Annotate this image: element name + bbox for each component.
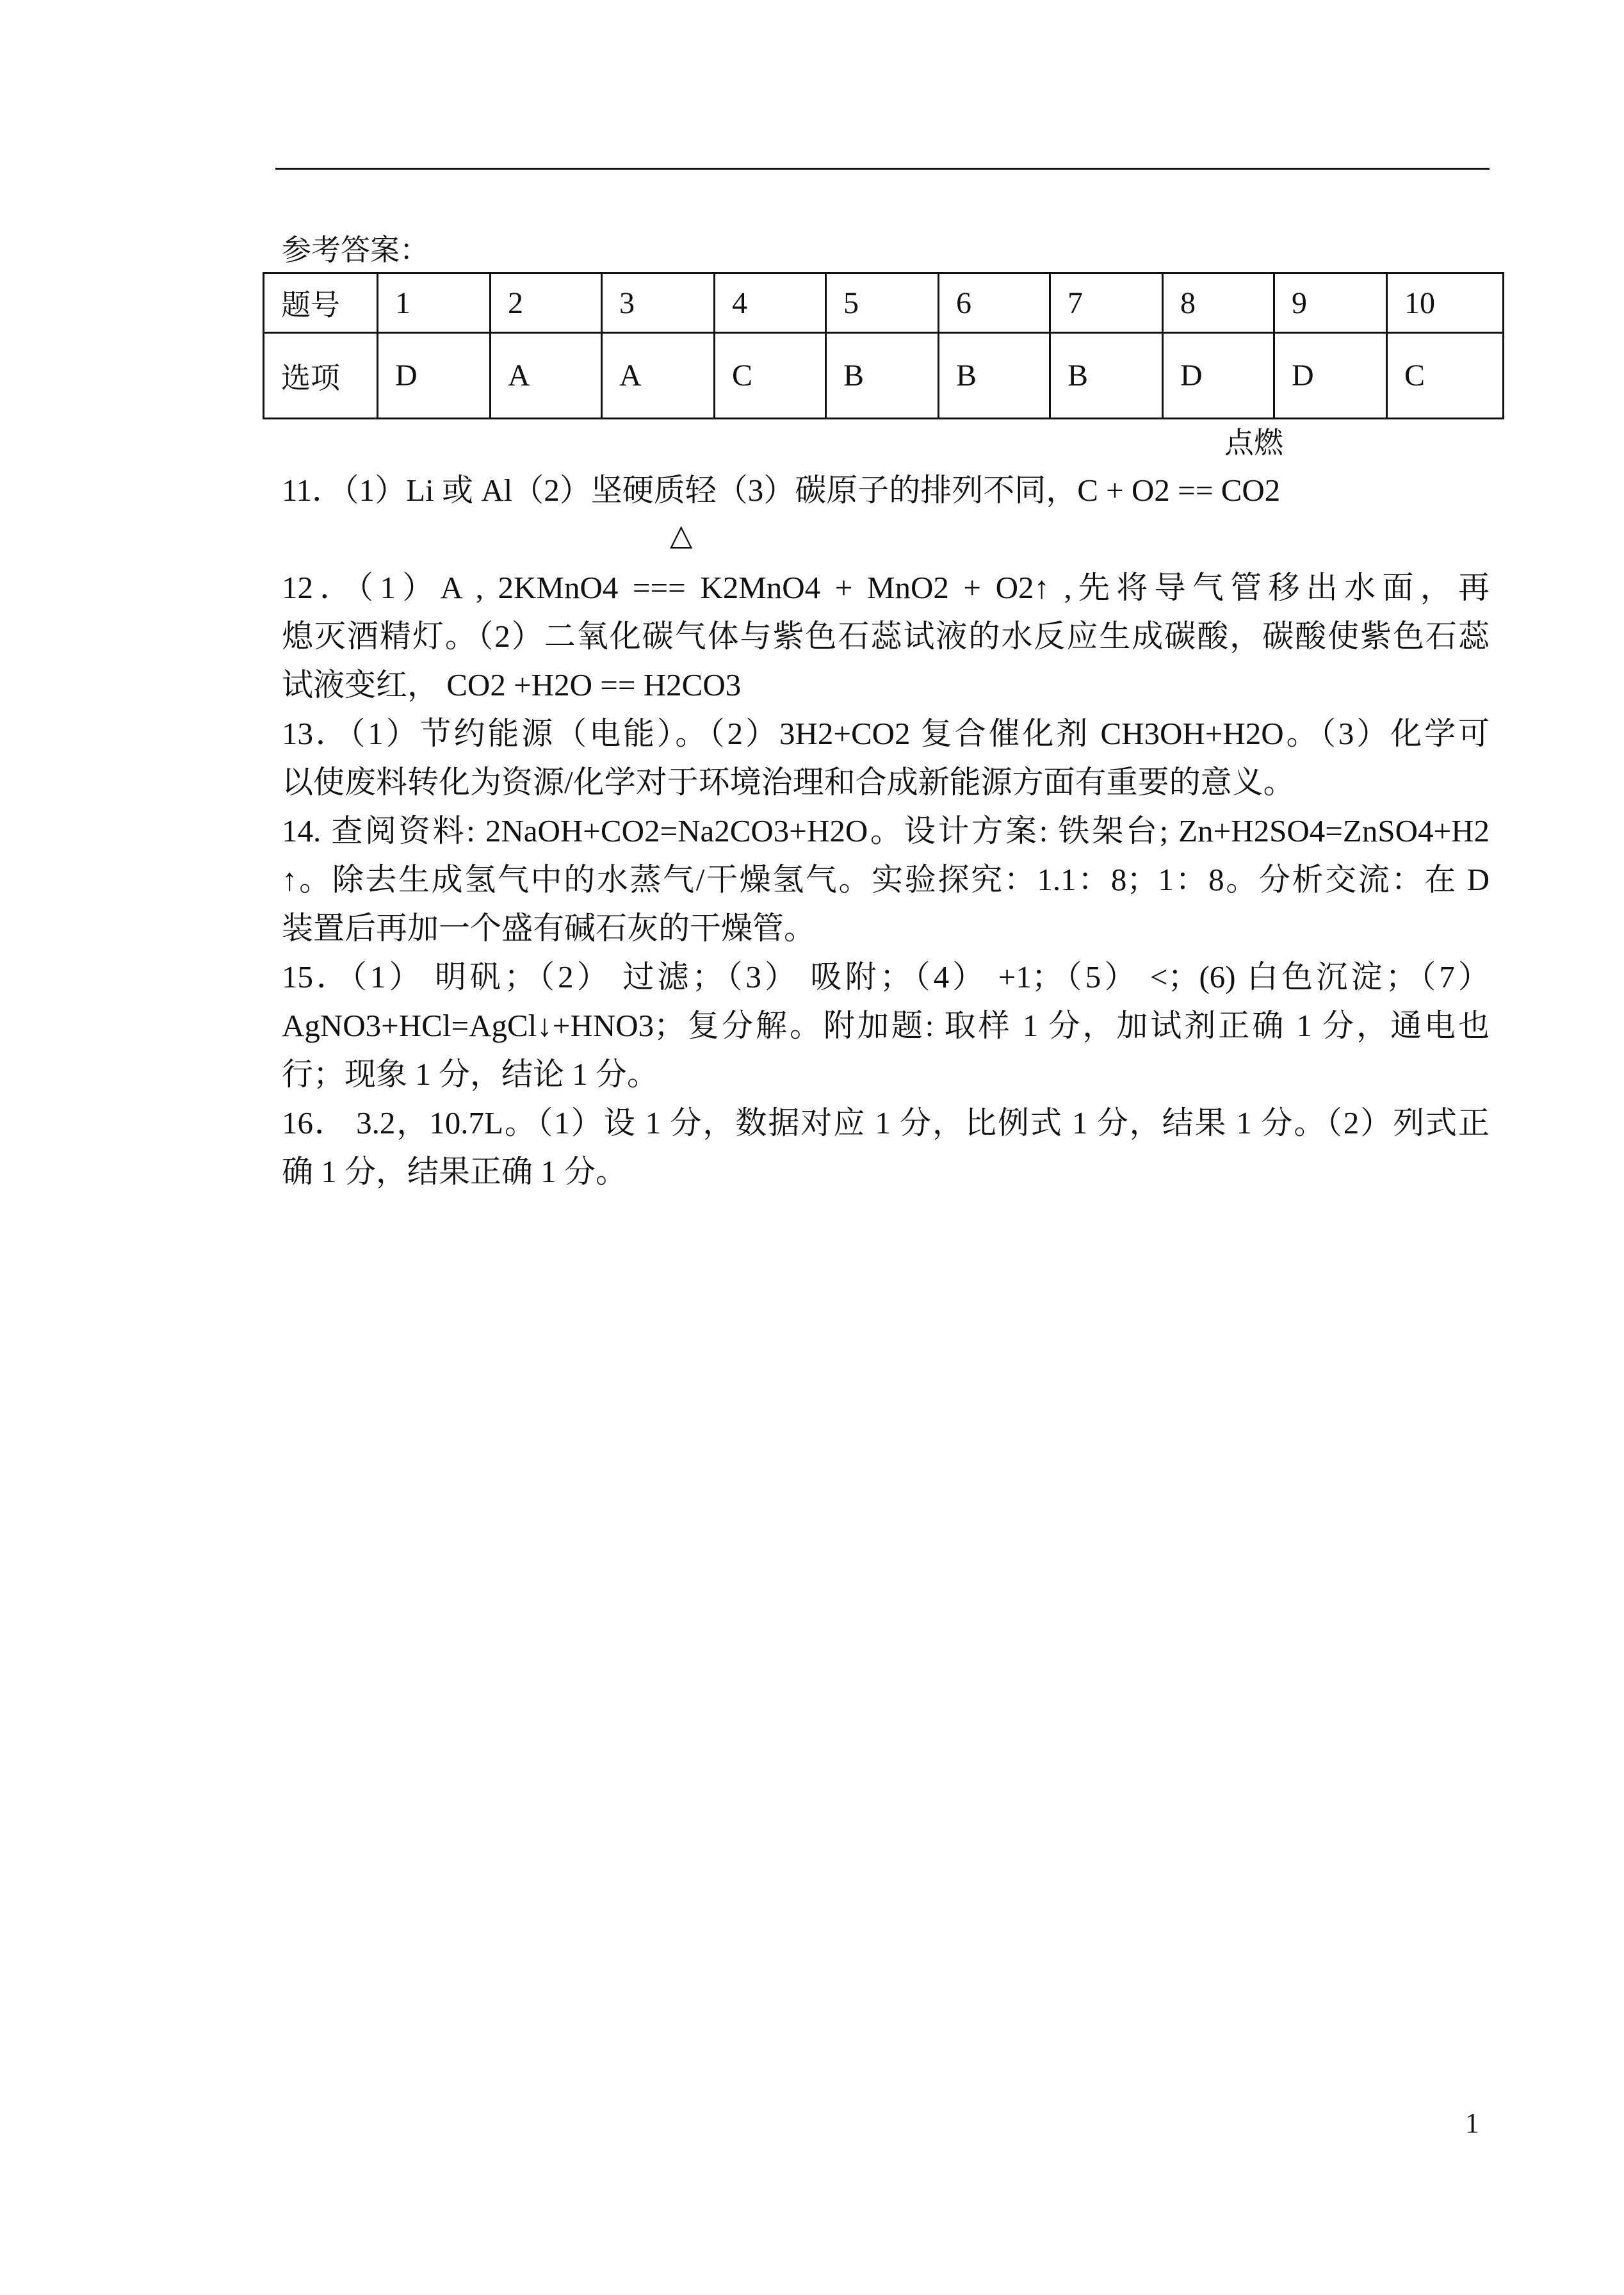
table-cell: 7 — [1050, 273, 1163, 333]
table-cell: D — [378, 333, 491, 419]
table-cell: C — [715, 333, 826, 419]
table-cell: 6 — [939, 273, 1050, 333]
table-cell: 1 — [378, 273, 491, 333]
answer-line-12b: 熄灭酒精灯。（2）二氧化碳气体与紫色石蕊试液的水反应生成碳酸，碳酸使紫色石蕊 — [282, 619, 1490, 654]
page-number: 1 — [1465, 2107, 1479, 2139]
table-cell: B — [939, 333, 1050, 419]
row-label-number: 题号 — [264, 273, 378, 333]
table-cell: 2 — [491, 273, 602, 333]
answer-line-15b: AgNO3+HCl=AgCl↓+HNO3；复分解。附加题: 取样 1 分，加试剂正确 1 分，通电也 — [282, 1008, 1490, 1043]
answer-line-15a: 15．（1） 明矾；（2） 过滤；（3） 吸附；（4） +1；（5） <；(6) 白色沉淀；（7） — [282, 959, 1490, 994]
table-cell: 8 — [1163, 273, 1274, 333]
answer-line-13b: 以使废料转化为资源/化学对于环境治理和合成新能源方面有重要的意义。 — [282, 765, 1295, 800]
table-cell: 5 — [826, 273, 939, 333]
table-cell: A — [491, 333, 602, 419]
answer-line-16b: 确 1 分，结果正确 1 分。 — [282, 1154, 628, 1189]
table-cell: 4 — [715, 273, 826, 333]
table-cell: A — [602, 333, 715, 419]
ignite-annotation: 点燃 — [1224, 425, 1283, 460]
answer-line-15c: 行；现象 1 分，结论 1 分。 — [282, 1057, 659, 1092]
table-cell: 9 — [1274, 273, 1387, 333]
answer-line-14b: ↑。除去生成氢气中的水蒸气/干燥氢气。实验探究：1.1：8；1：8。分析交流：在 D — [282, 862, 1490, 897]
table-cell: 10 — [1387, 273, 1504, 333]
table-cell: 3 — [602, 273, 715, 333]
table-cell: B — [826, 333, 939, 419]
answer-line-12a: 12．（1）A , 2KMnO4 === K2MnO4 + MnO2 + O2↑ ,先将导气管移出水面，再 — [282, 570, 1490, 605]
table-row-choices — [264, 333, 1504, 419]
answer-table — [263, 272, 1504, 419]
answer-line-12c: 试液变红， CO2 +H2O == H2CO3 — [282, 667, 742, 702]
answer-line-13a: 13．（1）节约能源（电能）。（2）3H2+CO2 复合催化剂 CH3OH+H2O。（3）化学可 — [282, 716, 1490, 751]
table-cell: C — [1387, 333, 1504, 419]
answer-line-11: 11．（1）Li 或 Al（2）坚硬质轻（3）碳原子的排列不同，C + O2 == CO2 — [282, 473, 1281, 508]
table-cell: D — [1163, 333, 1274, 419]
answer-line-14a: 14. 查阅资料: 2NaOH+CO2=Na2CO3+H2O。设计方案: 铁架台; Zn+H2SO4=ZnSO4+H2 — [282, 813, 1490, 848]
answers-heading: 参考答案： — [282, 232, 429, 267]
header-rule — [275, 168, 1490, 170]
table-cell: D — [1274, 333, 1387, 419]
table-row-numbers — [264, 273, 1504, 333]
answer-line-16a: 16． 3.2，10.7L。（1）设 1 分，数据对应 1 分，比例式 1 分，结果 1 分。（2）列式正 — [282, 1105, 1490, 1140]
table-cell: B — [1050, 333, 1163, 419]
answer-line-14c: 装置后再加一个盛有碱石灰的干燥管。 — [282, 911, 816, 946]
heat-triangle-annotation: △ — [670, 519, 693, 551]
row-label-choice: 选项 — [264, 333, 378, 419]
